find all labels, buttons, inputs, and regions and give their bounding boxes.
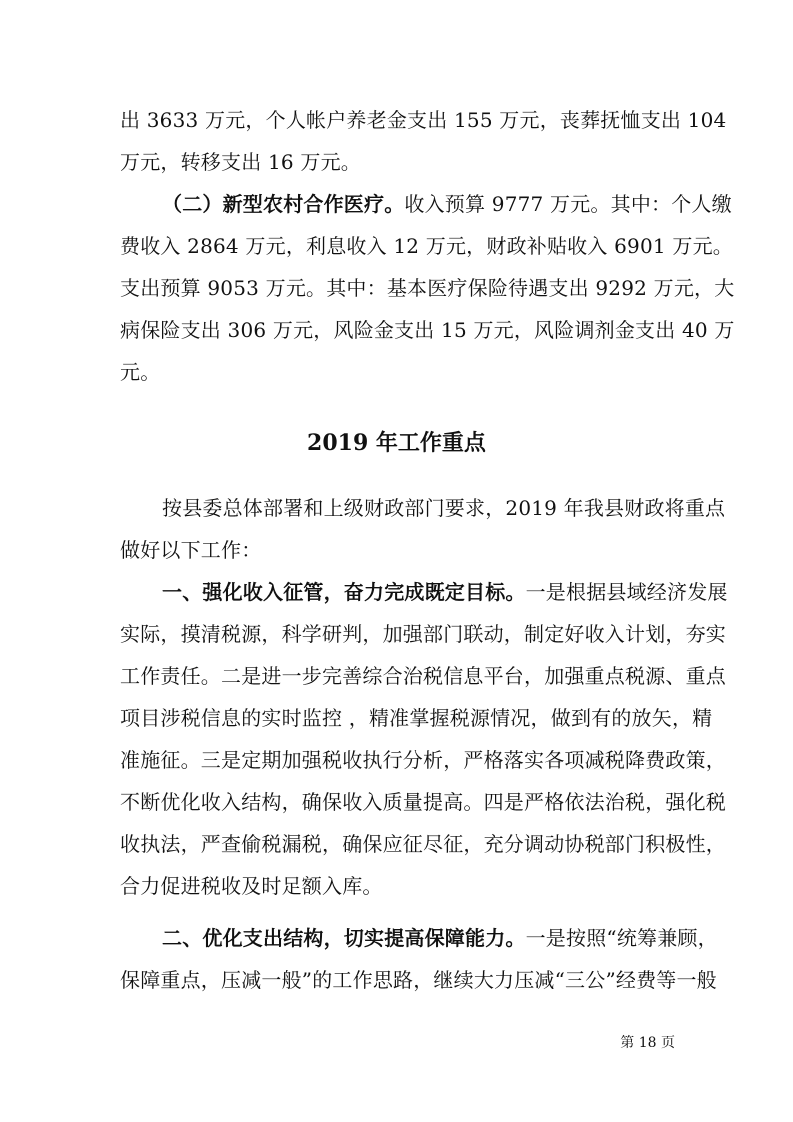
paragraph-text: 一是根据县域经济发展 [525,580,728,604]
paragraph-line [162,192,732,216]
medical-section-heading: （二）新型农村合作医疗。 [162,192,405,216]
paragraph-line: 准施征。三是定期加强税收执行分析，严格落实各项减税降费政策， [120,748,726,772]
page-number: 第 18 页 [620,1035,675,1051]
paragraph-line: 按县委总体部署和上级财政部门要求，2019 年我县财政将重点 [162,496,726,520]
paragraph-line: 不断优化收入结构，确保收入质量提高。四是严格依法治税，强化税 [120,790,726,814]
paragraph-line [162,926,718,950]
paragraph-line: 保障重点，压减一般”的工作思路，继续大力压减“三公”经费等一般 [120,968,717,992]
point-2-heading: 二、优化支出结构，切实提高保障能力。 [162,926,526,950]
paragraph-line: 元。 [120,360,161,384]
paragraph-line: 费收入 2864 万元，利息收入 12 万元，财政补贴收入 6901 万元。 [120,234,733,258]
paragraph-line: 病保险支出 306 万元，风险金支出 15 万元，风险调剂金支出 40 万 [120,318,735,342]
paragraph-line: 合力促进税收及时足额入库。 [120,874,383,898]
paragraph-line [162,580,728,604]
paragraph-line: 项目涉税信息的实时监控 ，精准掌握税源情况，做到有的放矢，精 [120,706,713,730]
paragraph-line: 出 3633 万元，个人帐户养老金支出 155 万元，丧葬抚恤支出 104 [120,108,727,132]
paragraph-text: 一是按照“统筹兼顾， [525,926,718,950]
paragraph-line: 工作责任。二是进一步完善综合治税信息平台，加强重点税源、重点 [120,664,726,688]
paragraph-line: 万元，转移支出 16 万元。 [120,150,361,174]
point-1-heading: 一、强化收入征管，奋力完成既定目标。 [162,580,526,604]
paragraph-line: 支出预算 9053 万元。其中：基本医疗保险待遇支出 9292 万元，大 [120,276,735,300]
paragraph-line: 做好以下工作： [120,538,262,562]
paragraph-line: 收执法，严查偷税漏税，确保应征尽征，充分调动协税部门积极性， [120,832,726,856]
paragraph-text: 收入预算 9777 万元。其中：个人缴 [404,192,732,216]
section-title: 2019 年工作重点 [307,430,486,456]
paragraph-line: 实际，摸清税源，科学研判，加强部门联动，制定好收入计划，夯实 [120,622,726,646]
